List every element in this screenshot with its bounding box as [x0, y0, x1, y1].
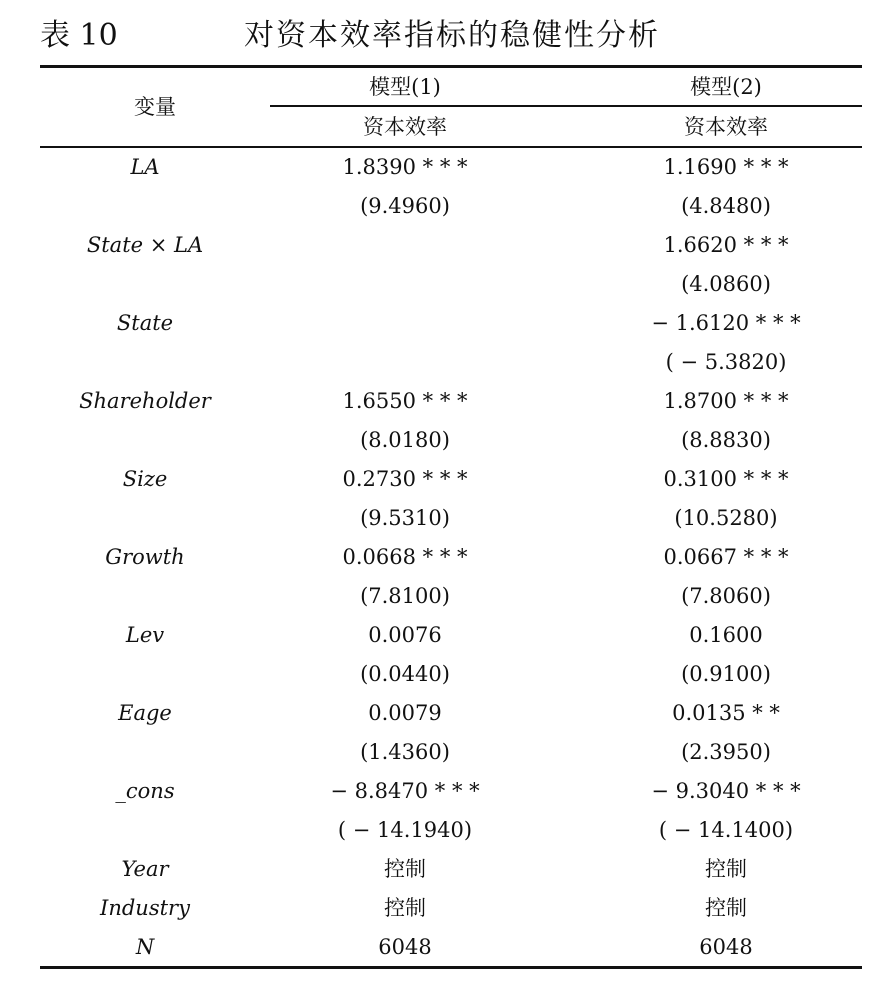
variable-cell: Year — [121, 857, 169, 881]
model-2-cell: − 1.6120 * * * — [651, 311, 801, 335]
model-1-cell: (0.0440) — [360, 662, 450, 686]
model-2-cell: 1.8700 * * * — [663, 389, 789, 413]
model-1-cell: (9.5310) — [360, 506, 450, 530]
variable-cell: State × LA — [86, 233, 204, 257]
model-1-cell: (9.4960) — [360, 194, 450, 218]
table-row — [40, 148, 862, 187]
table-row — [40, 772, 862, 811]
variable-cell: State — [116, 311, 174, 335]
table-row — [40, 499, 862, 538]
table-row — [40, 382, 862, 421]
model-2-cell: 1.1690 * * * — [663, 155, 789, 179]
table-number: 表 10 — [40, 18, 118, 53]
model-1-header: 模型(1) — [369, 75, 441, 99]
model-2-cell: (10.5280) — [674, 506, 778, 530]
variable-cell: Industry — [100, 896, 190, 920]
table-row — [40, 538, 862, 577]
model-2-cell: 0.0667 * * * — [663, 545, 789, 569]
table-row — [40, 460, 862, 499]
table-row — [40, 733, 862, 772]
model-1-dependent-label: 资本效率 — [363, 115, 447, 139]
table-row — [40, 226, 862, 265]
table-row — [40, 187, 862, 226]
variable-cell: Size — [122, 467, 168, 491]
model-2-cell: (2.3950) — [681, 740, 771, 764]
variable-cell — [40, 733, 250, 772]
model-2-cell: (4.8480) — [681, 194, 771, 218]
variable-cell — [40, 499, 250, 538]
model-2-cell: (7.8060) — [681, 584, 771, 608]
model-1-cell: ( − 14.1940) — [337, 818, 473, 842]
model-1-cell — [270, 265, 540, 304]
table-row — [40, 694, 862, 733]
variable-cell: Eage — [118, 701, 172, 725]
model-1-cell: (8.0180) — [360, 428, 450, 452]
variable-header: 变量 — [134, 95, 176, 119]
table-row — [40, 343, 862, 382]
model-1-cell — [270, 343, 540, 382]
model-2-cell: − 9.3040 * * * — [651, 779, 801, 803]
table-caption — [40, 14, 870, 58]
variable-cell — [40, 811, 250, 850]
model-2-cell: 1.6620 * * * — [663, 233, 789, 257]
table-body — [40, 148, 862, 967]
variable-cell — [40, 265, 250, 304]
model-1-cell: (7.8100) — [360, 584, 450, 608]
table-row — [40, 304, 862, 343]
table-row — [40, 928, 862, 967]
table-row — [40, 577, 862, 616]
variable-cell: Lev — [125, 623, 165, 647]
model-1-cell — [270, 226, 540, 265]
model-1-cell: 0.0076 — [368, 623, 442, 647]
variable-cell: N — [135, 935, 155, 959]
table-row — [40, 655, 862, 694]
variable-cell: Shareholder — [79, 389, 211, 413]
model-1-cell: 1.6550 * * * — [342, 389, 468, 413]
table-row — [40, 421, 862, 460]
table-row — [40, 850, 862, 889]
model-1-cell: − 8.8470 * * * — [330, 779, 480, 803]
model-2-dependent-label: 资本效率 — [684, 115, 768, 139]
model-2-cell: 0.0135 * * — [672, 701, 780, 725]
model-1-cell — [270, 304, 540, 343]
table-row — [40, 889, 862, 928]
model-2-cell: (0.9100) — [681, 662, 771, 686]
model-1-cell: 0.2730 * * * — [342, 467, 468, 491]
variable-cell — [40, 343, 250, 382]
model-1-cell: 0.0079 — [368, 701, 442, 725]
model-2-cell: (4.0860) — [681, 272, 771, 296]
model-2-cell: ( − 14.1400) — [658, 818, 794, 842]
variable-cell — [40, 577, 250, 616]
model-1-cell: 6048 — [378, 935, 432, 959]
table-row — [40, 616, 862, 655]
model-1-cell: 控制 — [384, 896, 426, 920]
model-1-cell: 1.8390 * * * — [342, 155, 468, 179]
table-row — [40, 265, 862, 304]
variable-cell: _cons — [115, 779, 175, 803]
variable-cell: LA — [130, 155, 160, 179]
variable-cell — [40, 421, 250, 460]
variable-cell — [40, 187, 250, 226]
bottom-rule — [40, 966, 862, 969]
model-2-cell: 控制 — [705, 857, 747, 881]
table-title: 对资本效率指标的稳健性分析 — [244, 18, 660, 53]
model-2-cell: 0.3100 * * * — [663, 467, 789, 491]
model-2-cell: (8.8830) — [681, 428, 771, 452]
variable-cell: Growth — [105, 545, 185, 569]
model-header-rule — [270, 105, 862, 107]
model-2-cell: 0.1600 — [689, 623, 763, 647]
model-1-cell: 0.0668 * * * — [342, 545, 468, 569]
model-2-cell: 控制 — [705, 896, 747, 920]
model-2-header: 模型(2) — [690, 75, 762, 99]
model-1-cell: (1.4360) — [360, 740, 450, 764]
table-row — [40, 811, 862, 850]
variable-cell — [40, 655, 250, 694]
model-2-cell: ( − 5.3820) — [665, 350, 787, 374]
model-1-cell: 控制 — [384, 857, 426, 881]
model-2-cell: 6048 — [699, 935, 753, 959]
